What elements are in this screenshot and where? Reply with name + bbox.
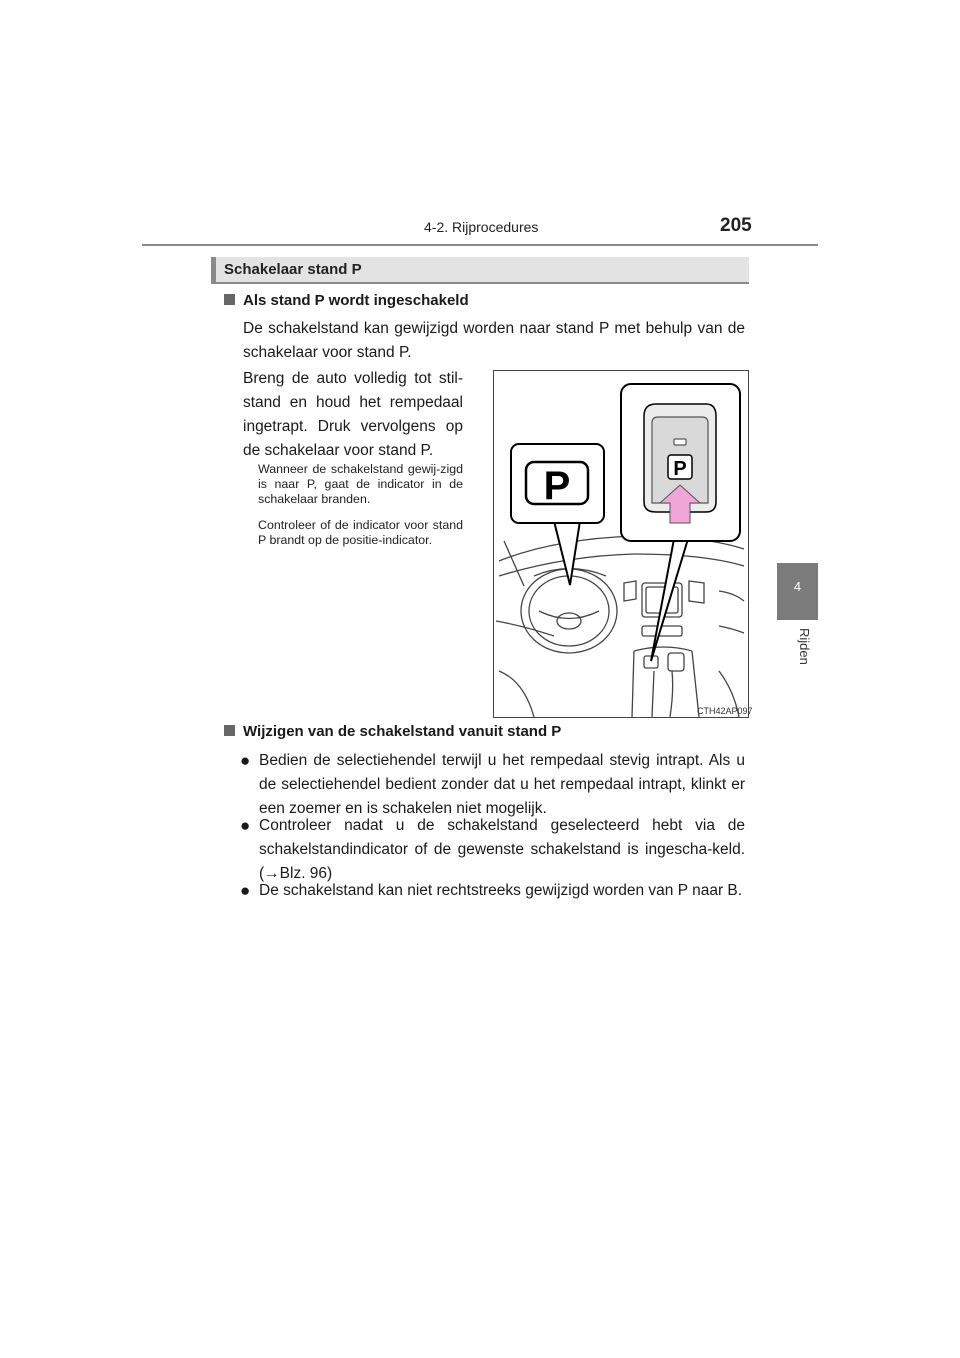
shift-lever-base	[668, 653, 684, 671]
right-dash-lower	[719, 626, 744, 633]
bullet-dot-icon: ●	[240, 751, 251, 770]
intro-paragraph: De schakelstand kan gewijzigd worden naar stand P met behulp van de schakelaar voor stand P.	[243, 320, 745, 361]
bullet-item	[240, 814, 745, 886]
figure-p-switch	[493, 370, 749, 718]
dashboard-illustration	[494, 371, 748, 717]
bullet-dot-icon: ●	[240, 816, 251, 835]
bullet-item	[240, 879, 745, 903]
page-number: 205	[720, 215, 752, 236]
left-seat-line	[499, 671, 534, 717]
left-vent	[624, 581, 636, 601]
header-rule	[142, 244, 818, 246]
console-top	[634, 647, 692, 651]
instruction-paragraph: Breng de auto volledig tot stil-stand en houd het rempedaal ingetrapt. Druk vervolgens op de schakelaar voor stand P.	[243, 370, 463, 459]
bullet-item	[240, 749, 745, 821]
section-label: 4-2. Rijprocedures	[424, 219, 539, 235]
note-check-position-indicator: Controleer of de indicator voor stand P brandt op de positie-indicator.	[258, 518, 463, 547]
callout-large-label: P	[543, 464, 571, 508]
figure-code: CTH42AP097	[697, 706, 753, 716]
console-line-2	[652, 671, 654, 717]
note-indicator-lights: Wanneer de schakelstand gewij-zigd is naar P, gaat de indicator in de schakelaar branden.	[258, 462, 463, 506]
chapter-tab	[777, 563, 818, 620]
subheading-p-engage	[224, 292, 469, 309]
steering-wheel-inner	[529, 576, 609, 646]
bullet-text: Controleer nadat u de schakelstand geselecteerd hebt via de schakelstandindicator of de gewenste schakelstand is ingescha-keld. (→Blz. 96)	[259, 817, 745, 882]
subheading-change-from-p-text: Wijzigen van de schakelstand vanuit stand P	[243, 723, 562, 740]
steering-spoke	[539, 611, 599, 619]
section-heading: Schakelaar stand P	[224, 261, 362, 278]
section-heading-bar	[211, 257, 749, 284]
console-left-edge	[632, 651, 634, 717]
dash-second-line	[499, 554, 744, 576]
square-bullet-icon	[224, 725, 235, 736]
callout-small-label: P	[673, 458, 687, 480]
square-bullet-icon	[224, 294, 235, 305]
bullet-text: Bedien de selectiehendel terwijl u het rempedaal stevig intrapt. Als u de selectiehendel bedient zonder dat u het rempedaal intrapt, klinkt er een zoemer en is schakelen niet mogelijk.	[259, 752, 745, 817]
steering-hub	[557, 613, 581, 629]
right-vent	[689, 581, 704, 603]
section-heading-accent	[211, 257, 216, 282]
bullet-dot-icon: ●	[240, 881, 251, 900]
a-pillar-line	[504, 541, 524, 586]
callout-large-pointer	[554, 521, 580, 585]
p-indicator-icon	[674, 439, 686, 445]
right-dash-line	[719, 591, 744, 601]
chapter-tab-title: Rijden	[797, 628, 812, 665]
subheading-change-from-p	[224, 723, 561, 740]
console-line	[670, 671, 673, 717]
chapter-tab-number: 4	[793, 579, 802, 594]
bullet-text: De schakelstand kan niet rechtstreeks gewijzigd worden van P naar B.	[259, 882, 743, 899]
subheading-p-engage-text: Als stand P wordt ingeschakeld	[243, 292, 469, 309]
